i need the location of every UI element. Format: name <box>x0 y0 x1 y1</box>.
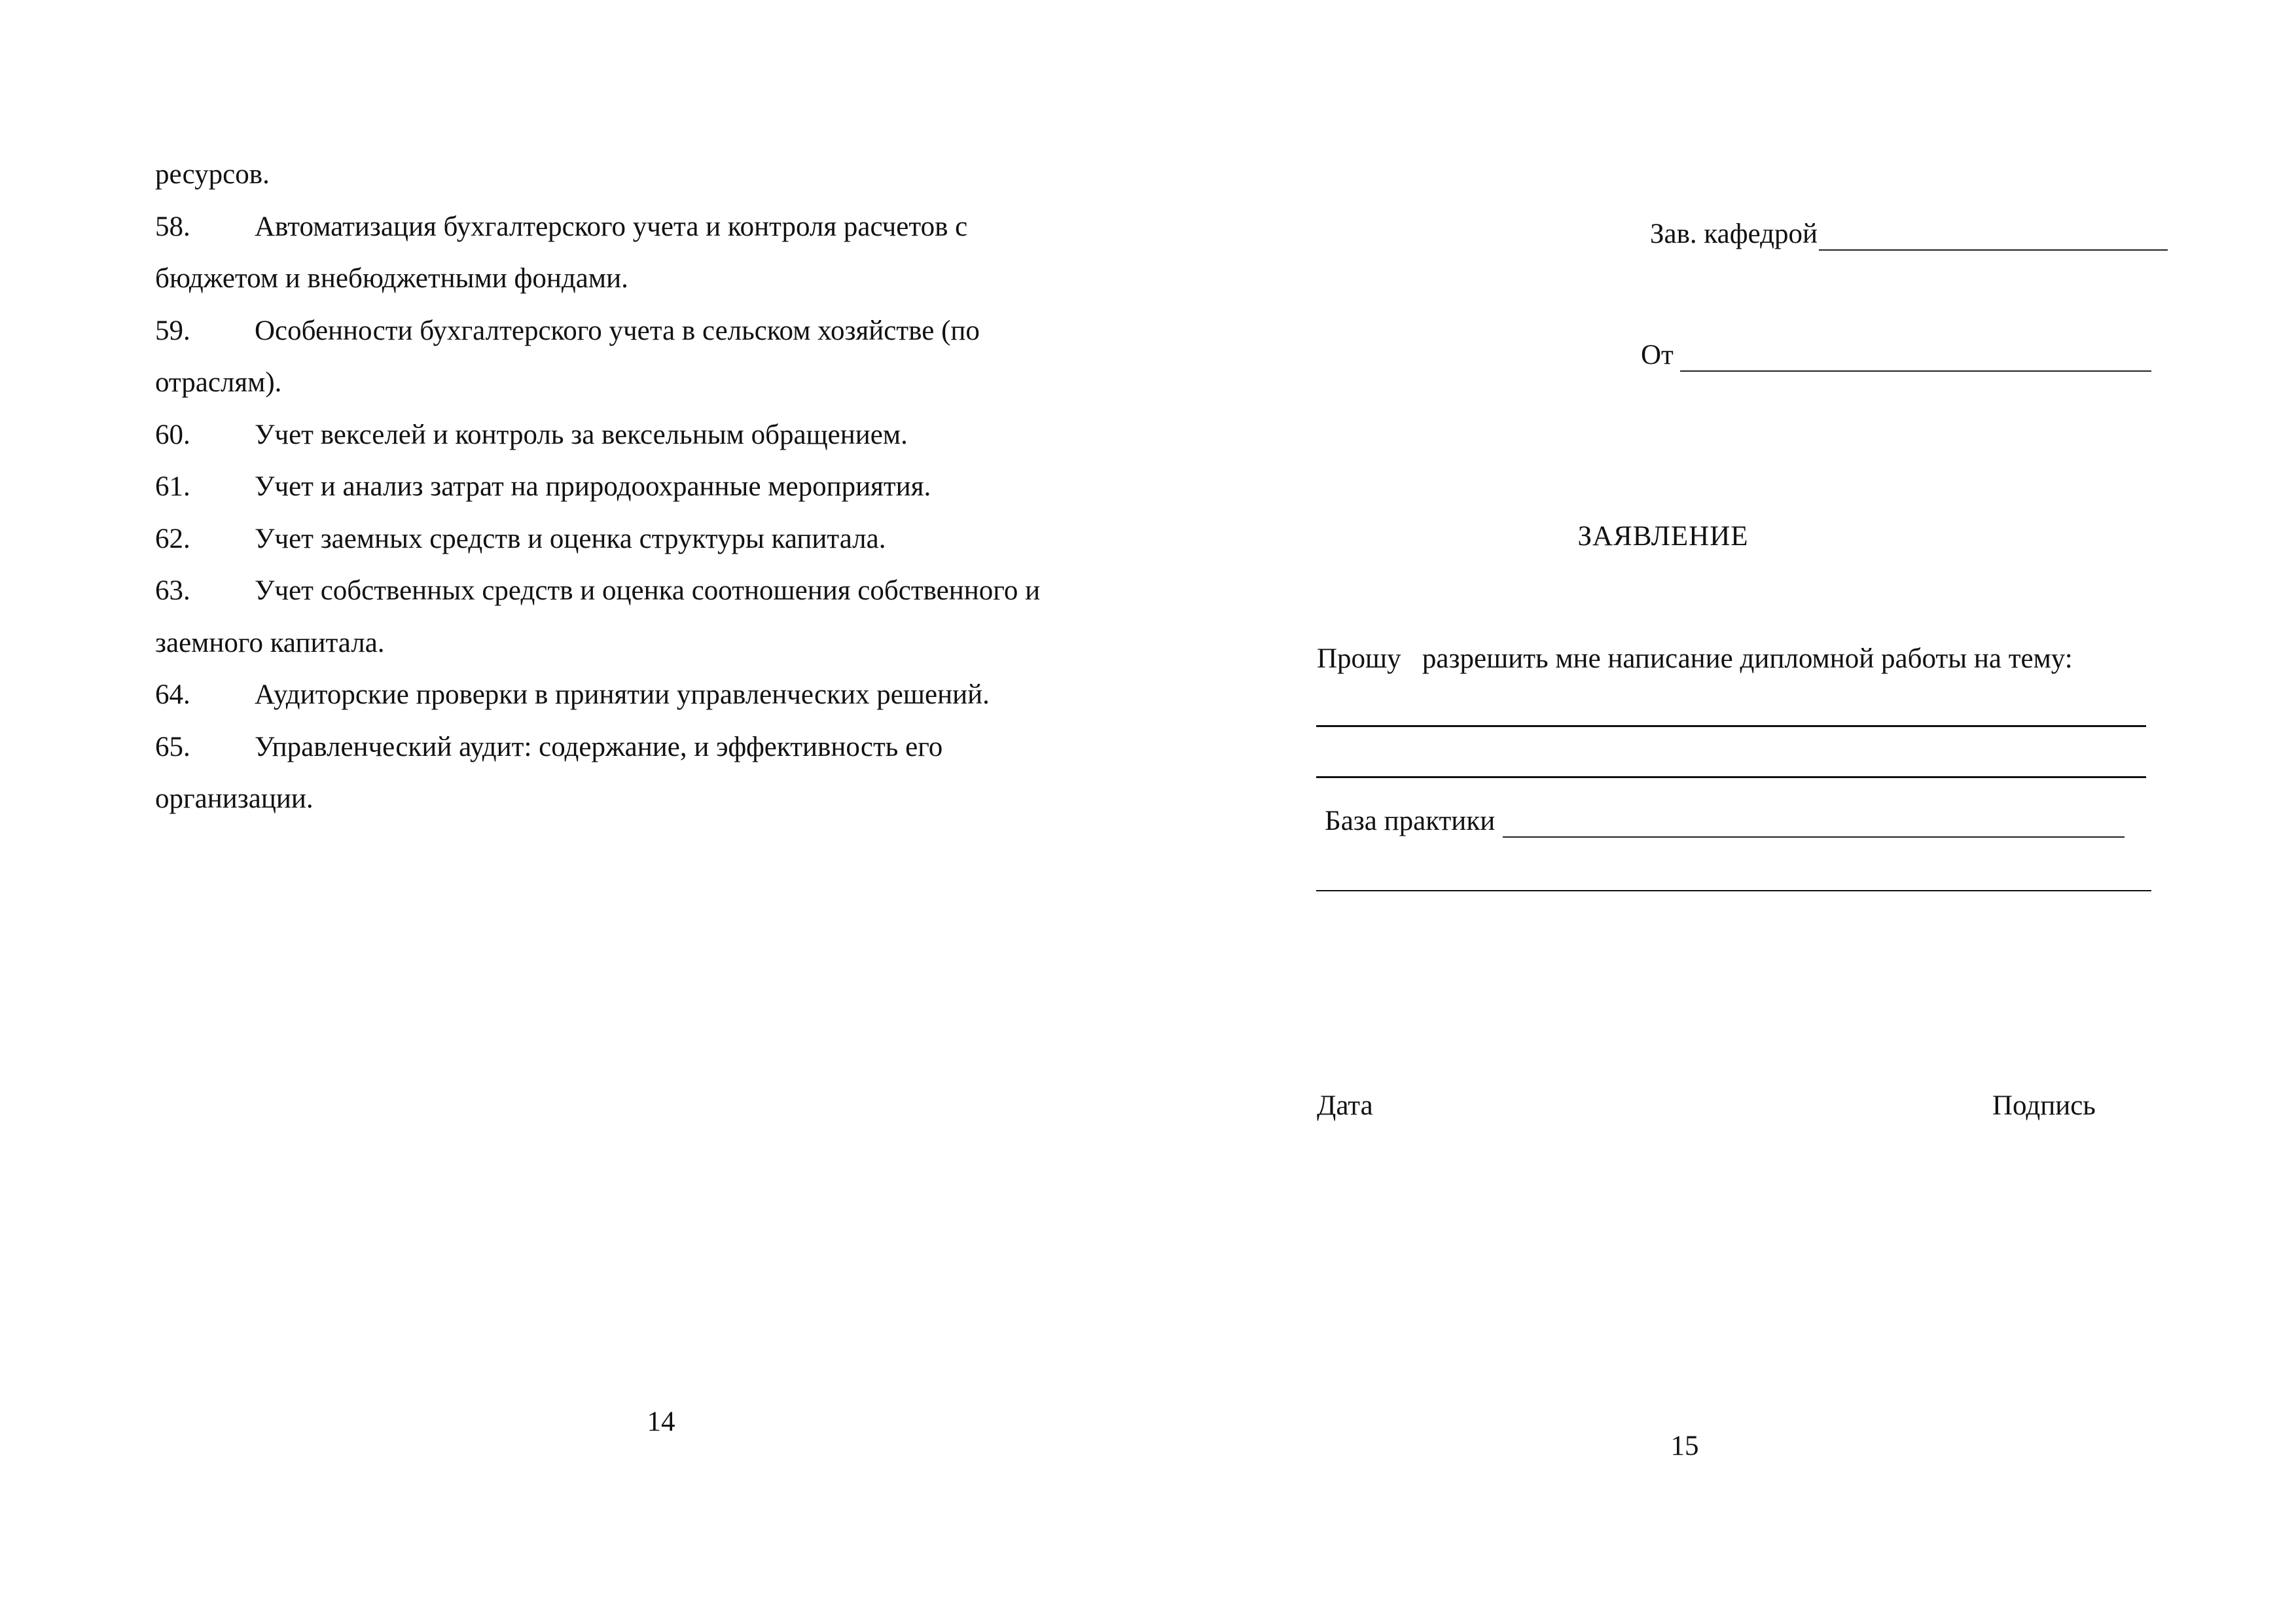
topic-continuation: организации. <box>155 783 314 814</box>
topic-text: Учет заемных средств и оценка структуры капитала. <box>255 523 886 554</box>
topic-text: Автоматизация бухгалтерского учета и контроля расчетов с <box>255 211 968 242</box>
addressee-label: Зав. кафедрой <box>1650 219 1818 249</box>
topic-continuation: отраслям). <box>155 367 282 398</box>
topic-text: Аудиторские проверки в принятии управленческих решений. <box>255 679 990 710</box>
date-label: Дата <box>1317 1090 1373 1121</box>
signature-label: Подпись <box>1992 1090 2096 1121</box>
practice-base-blank[interactable] <box>1503 810 2125 838</box>
topic-continuation: бюджетом и внебюджетными фондами. <box>155 263 628 294</box>
thesis-topic-blank[interactable] <box>1316 776 2146 778</box>
right-page <box>1148 0 2296 1623</box>
topic-number: 63. <box>155 575 190 606</box>
topic-item <box>155 409 1104 461</box>
thesis-topic-list <box>155 149 1104 825</box>
topic-item <box>155 513 1104 565</box>
from-blank[interactable] <box>1680 344 2151 372</box>
practice-base-extra-blank[interactable] <box>1316 890 2151 891</box>
topic-item <box>155 721 1104 774</box>
topic-number: 58. <box>155 211 190 242</box>
topic-text: Учет и анализ затрат на природоохранные мероприятия. <box>255 471 931 502</box>
topic-number: 62. <box>155 523 190 554</box>
page-number: 15 <box>1670 1431 1699 1461</box>
practice-base-line <box>1325 805 2125 838</box>
topic-item <box>155 461 1104 513</box>
from-label: От <box>1641 340 1674 370</box>
addressee-line <box>1650 218 2168 251</box>
intro-fragment: ресурсов. <box>155 159 270 190</box>
addressee-blank[interactable] <box>1819 223 2168 251</box>
from-line <box>1641 339 2151 372</box>
topic-item <box>155 669 1104 721</box>
topic-item <box>155 201 1104 253</box>
topic-number: 60. <box>155 419 190 450</box>
topic-number: 65. <box>155 731 190 762</box>
topic-text: Особенности бухгалтерского учета в сельском хозяйстве (по <box>255 315 980 346</box>
topic-number: 61. <box>155 471 190 502</box>
thesis-topic-blank[interactable] <box>1316 725 2146 727</box>
topic-item <box>155 305 1104 357</box>
practice-base-label: База практики <box>1325 806 1496 836</box>
topic-text: Учет векселей и контроль за вексельным обращением. <box>255 419 908 450</box>
topic-number: 59. <box>155 315 190 346</box>
topic-item <box>155 565 1104 617</box>
topic-text: Учет собственных средств и оценка соотношения собственного и <box>255 575 1041 606</box>
page-number: 14 <box>647 1406 675 1437</box>
topic-number: 64. <box>155 679 190 710</box>
topic-continuation: заемного капитала. <box>155 627 385 658</box>
request-text: Прошу разрешить мне написание дипломной работы на тему: <box>1317 643 2073 674</box>
topic-text: Управленческий аудит: содержание, и эффективность его <box>255 731 943 762</box>
document-title: ЗАЯВЛЕНИЕ <box>1577 521 1749 552</box>
